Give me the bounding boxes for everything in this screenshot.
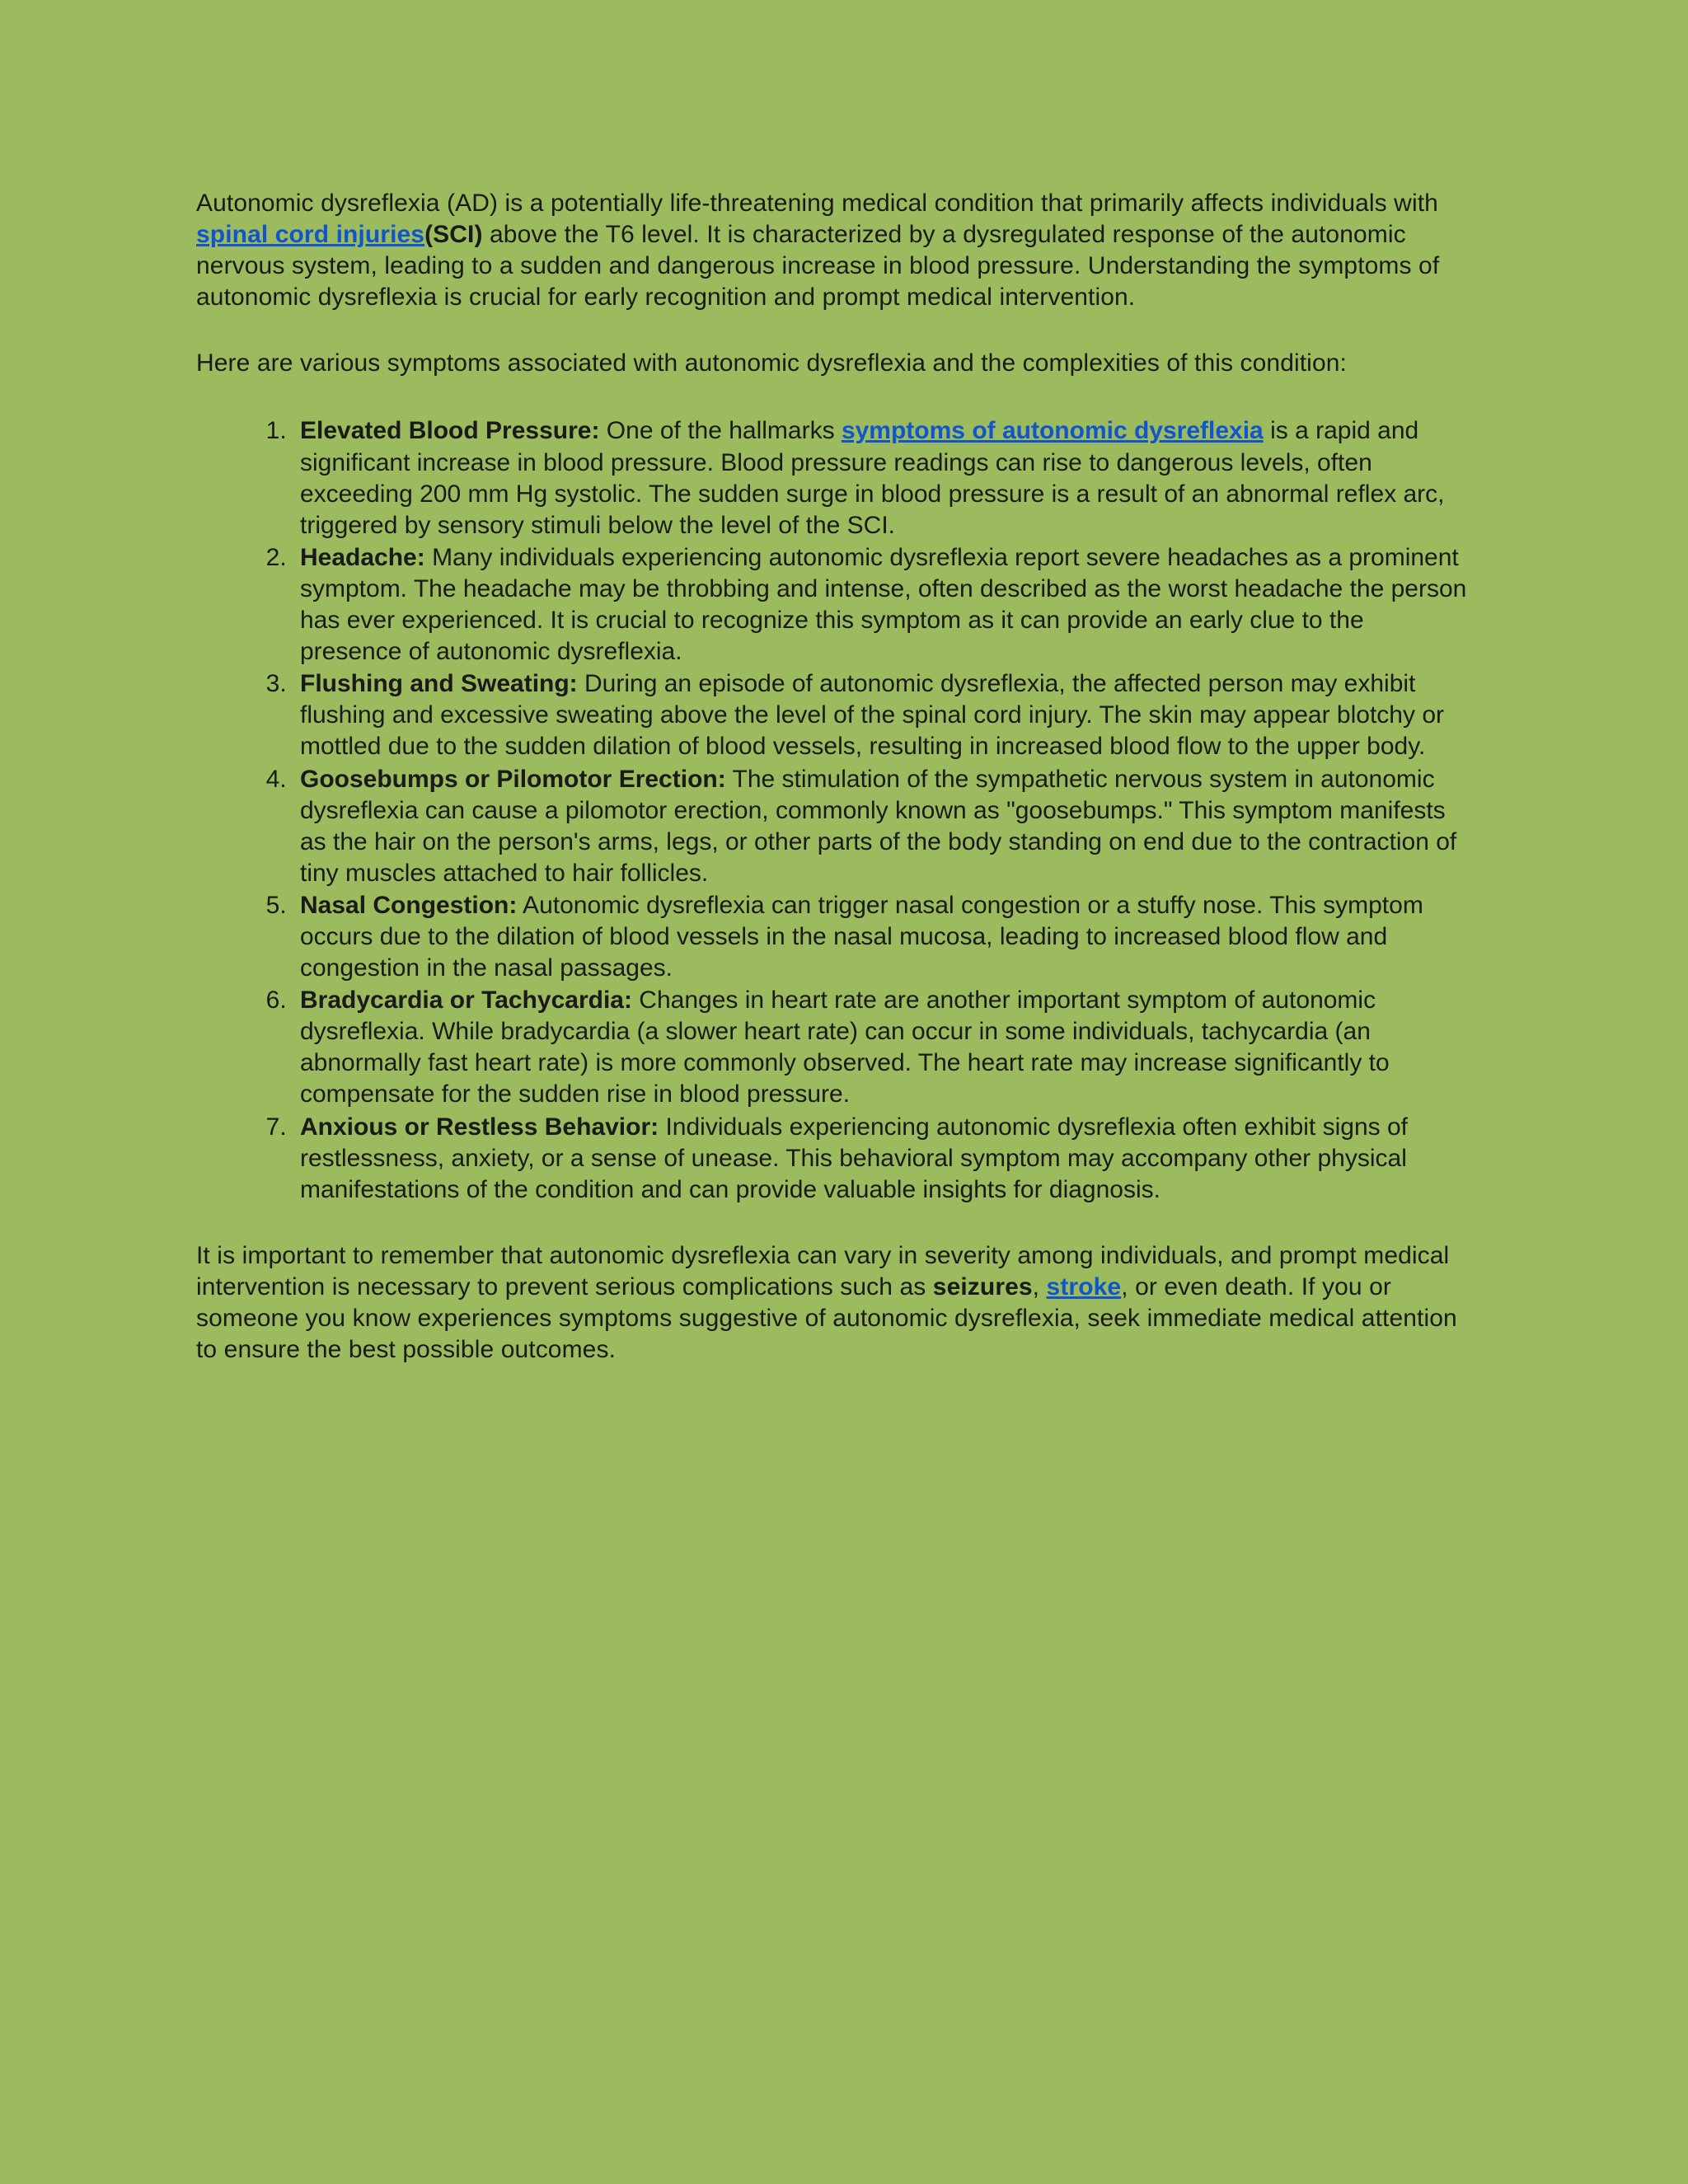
list-item bbox=[293, 764, 1467, 889]
stroke-link[interactable]: stroke bbox=[1046, 1272, 1122, 1301]
symptoms-of-autonomic-dysreflexia-link[interactable]: symptoms of autonomic dysreflexia bbox=[841, 417, 1264, 445]
symptom-text-after-link: is a rapid and significant increase in blood pressure. Blood pressure readings can rise to dangerous levels, often exceeding 200 mm Hg systolic. The sudden surge in blood pressure is a result of an abnormal reflex arc, triggered by sensory stimuli below the level of the SCI. bbox=[300, 417, 1445, 539]
list-item bbox=[293, 415, 1467, 541]
closing-text-part3: , or even death. If you or someone you know experiences symptoms suggestive of autonomic dysreflexia, seek immediate medical attention to ensure the best possible outcomes. bbox=[196, 1272, 1457, 1364]
symptom-label: Bradycardia or Tachycardia: bbox=[300, 987, 632, 1015]
symptom-label: Nasal Congestion: bbox=[300, 891, 518, 919]
closing-paragraph bbox=[196, 1240, 1472, 1366]
list-item bbox=[293, 542, 1467, 668]
document-content bbox=[196, 188, 1467, 1397]
intro-sci-abbr: (SCI) bbox=[424, 221, 483, 249]
symptom-text: Changes in heart rate are another important symptom of autonomic dysreflexia. While bradycardia (a slower heart rate) can occur in some individuals, tachycardia (an abnormally fast heart rate) is more commonly observed. The heart rate may increase significantly to compensate for the sudden rise in blood pressure. bbox=[300, 987, 1390, 1108]
intro-paragraph bbox=[196, 188, 1467, 313]
list-item bbox=[293, 890, 1467, 984]
symptom-text: Autonomic dysreflexia can trigger nasal congestion or a stuffy nose. This symptom occurs due to the dilation of blood vessels in the nasal mucosa, leading to increased blood flow and congestion in the nasal passages. bbox=[300, 891, 1423, 982]
symptom-text: Individuals experiencing autonomic dysreflexia often exhibit signs of restlessness, anxiety, or a sense of unease. This behavioral symptom may accompany other physical manifestations of the condition and can provide valuable insights for diagnosis. bbox=[300, 1113, 1408, 1203]
intro-text-part1: Autonomic dysreflexia (AD) is a potentially life-threatening medical condition that primarily affects individuals with bbox=[196, 190, 1438, 217]
closing-text-part1: It is important to remember that autonomic dysreflexia can vary in severity among individuals, and prompt medical intervention is necessary to prevent serious complications such as bbox=[196, 1241, 1450, 1301]
symptom-label: Goosebumps or Pilomotor Erection: bbox=[300, 765, 726, 793]
seizures-bold-text: seizures bbox=[932, 1272, 1033, 1301]
spinal-cord-injuries-link[interactable]: spinal cord injuries bbox=[196, 221, 425, 249]
list-item bbox=[293, 985, 1467, 1110]
closing-text-part2: , bbox=[1032, 1272, 1047, 1301]
symptom-label: Elevated Blood Pressure: bbox=[300, 417, 600, 445]
symptom-label: Anxious or Restless Behavior: bbox=[300, 1113, 659, 1141]
symptom-label: Headache: bbox=[300, 543, 425, 571]
symptoms-list bbox=[196, 415, 1467, 1205]
list-item bbox=[293, 1112, 1467, 1206]
symptom-text: Many individuals experiencing autonomic dysreflexia report severe headaches as a prominent symptom. The headache may be throbbing and intense, often described as the worst headache the person has ever experienced. It is crucial to recognize this symptom as it can provide an early clue to the presence of autonomic dysreflexia. bbox=[300, 543, 1467, 666]
list-item bbox=[293, 668, 1467, 762]
symptom-label: Flushing and Sweating: bbox=[300, 670, 578, 698]
intro-text-part2: above the T6 level. It is characterized by a dysregulated response of the autonomic nervous system, leading to a sudden and dangerous increase in blood pressure. Understanding the symptoms of autonomic dysreflexia is crucial for early recognition and prompt medical intervention. bbox=[196, 221, 1440, 312]
symptom-text: The stimulation of the sympathetic nervous system in autonomic dysreflexia can cause a pilomotor erection, commonly known as "goosebumps." This symptom manifests as the hair on the person's arms, legs, or other parts of the body standing on end due to the contraction of tiny muscles attached to hair follicles. bbox=[300, 765, 1457, 887]
lead-in-paragraph: Here are various symptoms associated with autonomic dysreflexia and the complexities of this condition: bbox=[196, 349, 1347, 377]
symptom-text: During an episode of autonomic dysreflexia, the affected person may exhibit flushing and excessive sweating above the level of the spinal cord injury. The skin may appear blotchy or mottled due to the sudden dilation of blood vessels, resulting in increased blood flow to the upper body. bbox=[300, 670, 1444, 761]
symptom-text-before-link: One of the hallmarks bbox=[599, 417, 842, 445]
